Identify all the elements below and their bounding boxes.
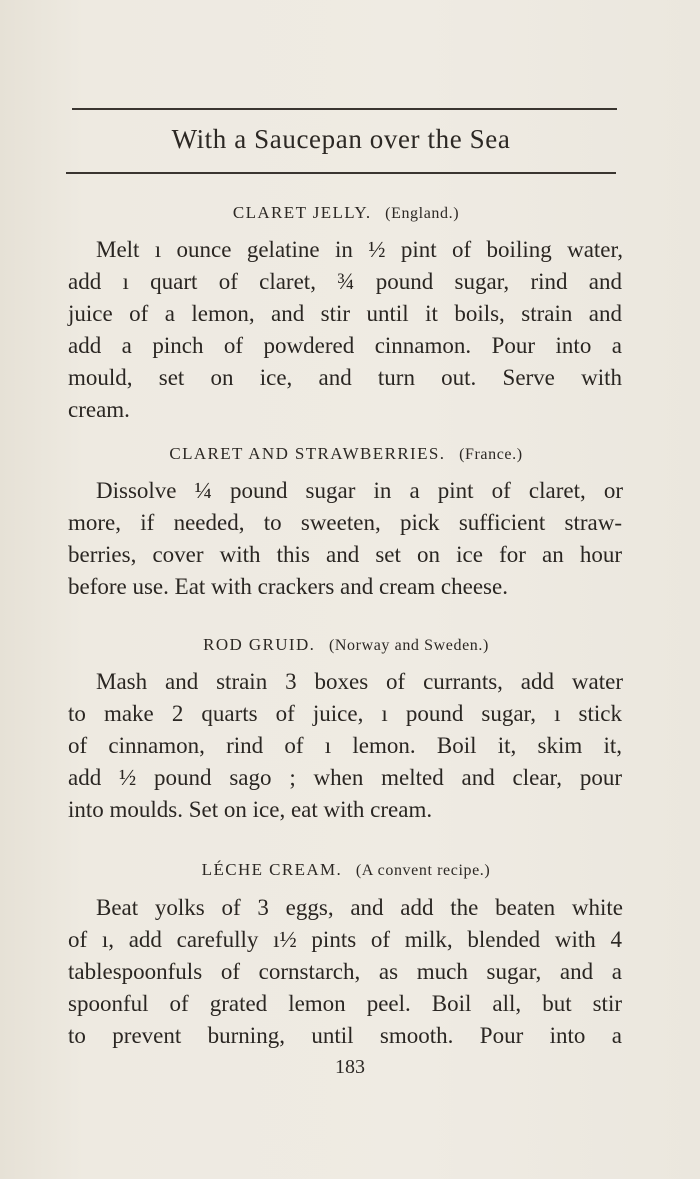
recipe-text-line: mould, set on ice, and turn out. Serve with: [68, 365, 622, 390]
recipe-text-line: add ı quart of claret, ¾ pound sugar, rind and: [68, 269, 622, 294]
recipe-text-line: to prevent burning, until smooth. Pour into a: [68, 1023, 622, 1048]
recipe-text-line: Melt ı ounce gelatine in ½ pint of boiling water,: [96, 237, 623, 262]
recipe-origin: (Norway and Sweden.): [328, 637, 489, 654]
recipe-text-line: spoonful of grated lemon peel. Boil all, but stir: [68, 991, 622, 1016]
recipe-text-line: tablespoonfuls of cornstarch, as much sugar, and a: [68, 959, 622, 984]
recipe-text-line: add ½ pound sago ; when melted and clear, pour: [68, 765, 622, 790]
running-head: With a Saucepan over the Sea: [171, 124, 511, 154]
recipe-title-text: CLARET AND STRAWBERRIES.: [169, 444, 446, 463]
recipe-title-leche-cream: [66, 860, 626, 880]
recipe-title-text: ROD GRUID.: [203, 635, 316, 654]
recipe-title-text: LÉCHE CREAM.: [201, 860, 343, 879]
recipe-text-line: more, if needed, to sweeten, pick sufficient straw-: [68, 510, 622, 535]
recipe-text-line: juice of a lemon, and stir until it boils, strain and: [68, 301, 622, 326]
header-rule-top: [72, 108, 617, 110]
recipe-text-line: berries, cover with this and set on ice for an hour: [68, 542, 622, 567]
recipe-text-line: Dissolve ¼ pound sugar in a pint of claret, or: [96, 478, 623, 503]
recipe-text-line: to make 2 quarts of juice, ı pound sugar, ı stick: [68, 701, 622, 726]
recipe-text-line: cream.: [68, 397, 130, 422]
recipe-origin: (England.): [385, 205, 460, 222]
recipe-text-line: of cinnamon, rind of ı lemon. Boil it, skim it,: [68, 733, 622, 758]
recipe-text-line: before use. Eat with crackers and cream cheese.: [68, 574, 508, 599]
recipe-text-line: Beat yolks of 3 eggs, and add the beaten white: [96, 895, 623, 920]
recipe-title-claret-strawberries: [66, 444, 626, 464]
recipe-text-line: into moulds. Set on ice, eat with cream.: [68, 797, 433, 822]
page-number: 183: [335, 1056, 365, 1078]
recipe-text-line: add a pinch of powdered cinnamon. Pour into a: [68, 333, 622, 358]
header-rule-bottom: [66, 172, 616, 174]
recipe-title-rod-gruid: [66, 635, 626, 655]
recipe-title-text: CLARET JELLY.: [232, 203, 372, 222]
recipe-origin: (A convent recipe.): [355, 862, 491, 879]
recipe-title-claret-jelly: [66, 203, 626, 223]
recipe-text-line: Mash and strain 3 boxes of currants, add water: [96, 669, 623, 694]
recipe-origin: (France.): [459, 446, 523, 463]
recipe-text-line: of ı, add carefully ı½ pints of milk, blended with 4: [68, 927, 622, 952]
